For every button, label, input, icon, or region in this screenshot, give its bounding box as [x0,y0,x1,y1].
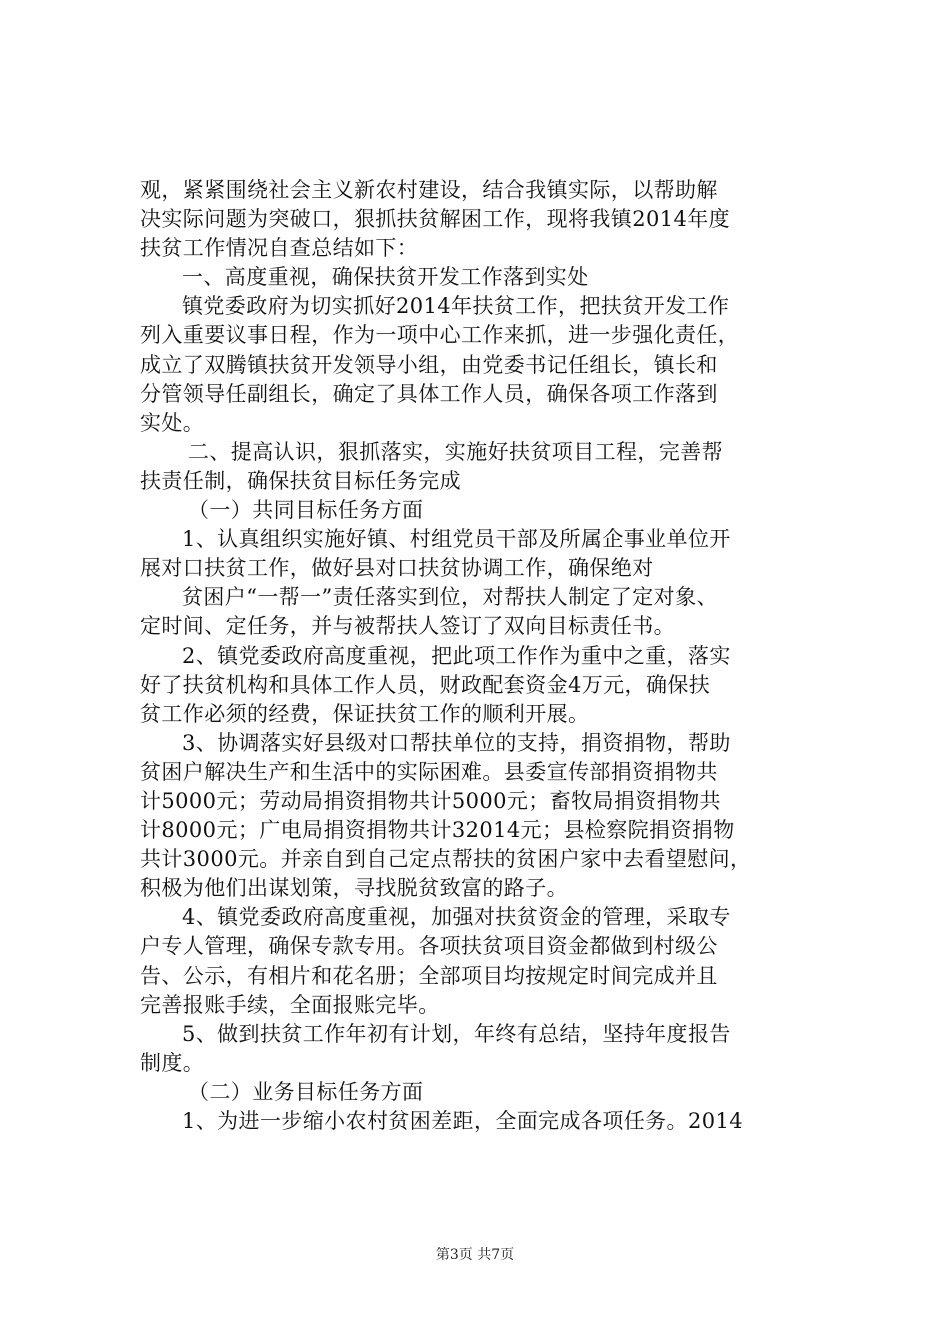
text-line: 3、协调落实好县级对口帮扶单位的支持，捐资捐物，帮助 [182,730,731,755]
text-line: 决实际问题为突破口，狠抓扶贫解困工作，现将我镇2014年度 [140,207,731,232]
text-line: 告、公示，有相片和花名册；全部项目均按规定时间完成并且 [140,963,718,988]
text-line: 制度。 [140,1050,205,1075]
text-line: 2、镇党委政府高度重视，把此项工作作为重中之重，落实 [182,643,731,668]
text-line: 列入重要议事日程，作为一项中心工作来抓，进一步强化责任， [140,323,740,348]
text-line: 完善报账手续，全面报账完毕。 [140,992,440,1017]
text-line: 好了扶贫机构和具体工作人员，财政配套资金4万元，确保扶 [140,672,711,697]
text-line: 成立了双腾镇扶贫开发领导小组，由党委书记任组长，镇长和 [140,352,718,377]
text-line: （二）业务目标任务方面 [188,1079,424,1104]
text-line: 5、做到扶贫工作年初有计划，年终有总结，坚持年度报告 [182,1021,731,1046]
document-body [140,176,840,1136]
text-line: 积极为他们出谋划策，寻找脱贫致富的路子。 [140,876,568,901]
text-line: 镇党委政府为切实抓好2014年扶贫工作，把扶贫开发工作 [182,294,730,319]
text-line: 计5000元；劳动局捐资捐物共计5000元；畜牧局捐资捐物共 [140,788,721,813]
text-line: 扶责任制，确保扶贫目标任务完成 [140,468,461,493]
text-line: 贫工作必须的经费，保证扶贫工作的顺利开展。 [140,701,590,726]
text-line: 扶贫工作情况自查总结如下： [140,236,419,261]
text-line: 二、提高认识，狠抓落实，实施好扶贫项目工程，完善帮 [188,439,723,464]
text-line: 1、为进一步缩小农村贫困差距，全面完成各项任务。2014 [182,1109,744,1133]
text-line: 贫困户解决生产和生活中的实际困难。县委宣传部捐资捐物共 [140,759,718,784]
text-line: 户专人管理，确保专款专用。各项扶贫项目资金都做到村级公 [140,934,718,959]
text-line: 一、高度重视，确保扶贫开发工作落到实处 [182,265,589,290]
text-line: 展对口扶贫工作，做好县对口扶贫协调工作，确保绝对 [140,556,654,581]
text-line: 共计3000元。并亲自到自己定点帮扶的贫困户家中去看望慰问， [140,847,752,872]
text-line: 定时间、定任务，并与被帮扶人签订了双向目标责任书。 [140,614,675,639]
text-line: 分管领导任副组长，确定了具体工作人员，确保各项工作落到 [140,381,718,406]
text-line: 计8000元；广电局捐资捐物共计32014元；县检察院捐资捐物 [140,818,735,843]
text-line: 1、认真组织实施好镇、村组党员干部及所属企事业单位开 [182,527,731,552]
text-line: 4、镇党委政府高度重视，加强对扶贫资金的管理，采取专 [182,905,731,930]
text-line: 实处。 [140,410,205,435]
page-footer: 第3页 共7页 [435,1247,515,1263]
text-line: （一）共同目标任务方面 [188,498,424,523]
text-line: 贫困户“一帮一”责任落实到位，对帮扶人制定了定对象、 [182,585,718,610]
text-line: 观，紧紧围绕社会主义新农村建设，结合我镇实际，以帮助解 [140,178,718,202]
